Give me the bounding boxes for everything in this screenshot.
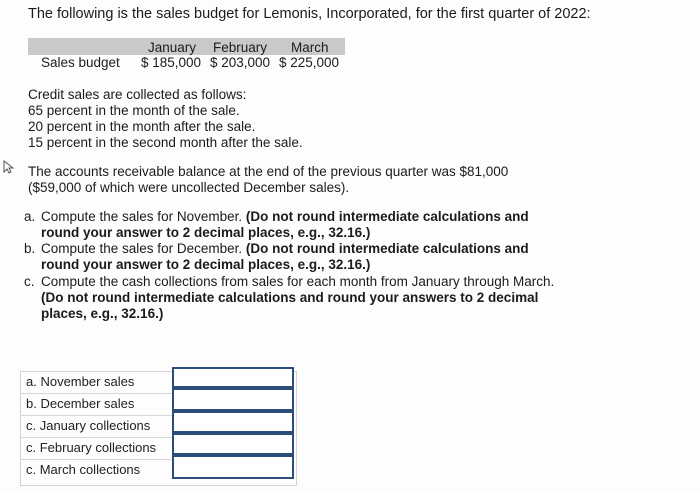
- answer-label-february: c. February collections: [26, 440, 157, 455]
- budget-value-march: $ 225,000: [279, 55, 340, 70]
- answer-label-november: a. November sales: [26, 374, 135, 389]
- question-c-text: Compute the cash collections from sales for each month from January through March.: [41, 274, 555, 289]
- credit-line-3: 15 percent in the second month after the sale.: [28, 135, 303, 150]
- question-a-prefix: a.: [24, 209, 36, 224]
- budget-header-march: March: [291, 40, 329, 55]
- question-b-text: Compute the sales for December.: [41, 241, 243, 256]
- march-collections-input[interactable]: [172, 455, 294, 479]
- intro-text: The following is the sales budget for Lemonis, Incorporated, for the first quarter of 2022:: [28, 6, 591, 22]
- question-c-prefix: c.: [24, 274, 35, 289]
- question-a-instruction: (Do not round intermediate calculations and: [245, 209, 529, 224]
- budget-header-february: February: [213, 40, 268, 55]
- budget-row-label: Sales budget: [41, 55, 120, 70]
- question-b-instruction-cont: round your answer to 2 decimal places, e.g., 32.16.): [41, 257, 371, 272]
- credit-title: Credit sales are collected as follows:: [28, 87, 247, 102]
- credit-line-2: 20 percent in the month after the sale.: [28, 119, 256, 134]
- question-c-instruction: (Do not round intermediate calculations and round your answers to 2 decimal: [41, 290, 539, 305]
- question-a: [41, 209, 529, 224]
- question-b-prefix: b.: [24, 241, 36, 256]
- question-b: [41, 241, 529, 256]
- ar-line-2: ($59,000 of which were uncollected December sales).: [28, 180, 350, 195]
- budget-header-january: January: [148, 40, 197, 55]
- mouse-cursor-icon: [3, 160, 15, 174]
- budget-value-january: $ 185,000: [141, 55, 202, 70]
- answer-label-march: c. March collections: [26, 462, 141, 477]
- budget-value-february: $ 203,000: [210, 55, 271, 70]
- november-sales-input[interactable]: [172, 367, 294, 388]
- question-c-instruction-cont: places, e.g., 32.16.): [41, 306, 164, 321]
- january-collections-input[interactable]: [172, 411, 294, 433]
- answer-label-december: b. December sales: [26, 396, 135, 411]
- ar-line-1: The accounts receivable balance at the end of the previous quarter was $81,000: [28, 164, 509, 179]
- credit-line-1: 65 percent in the month of the sale.: [28, 103, 240, 118]
- question-a-text: Compute the sales for November.: [41, 209, 243, 224]
- december-sales-input[interactable]: [172, 388, 294, 411]
- question-a-instruction-cont: round your answer to 2 decimal places, e.g., 32.16.): [41, 225, 371, 240]
- question-b-instruction: (Do not round intermediate calculations and: [245, 241, 529, 256]
- february-collections-input[interactable]: [172, 433, 294, 455]
- answer-label-january: c. January collections: [26, 418, 151, 433]
